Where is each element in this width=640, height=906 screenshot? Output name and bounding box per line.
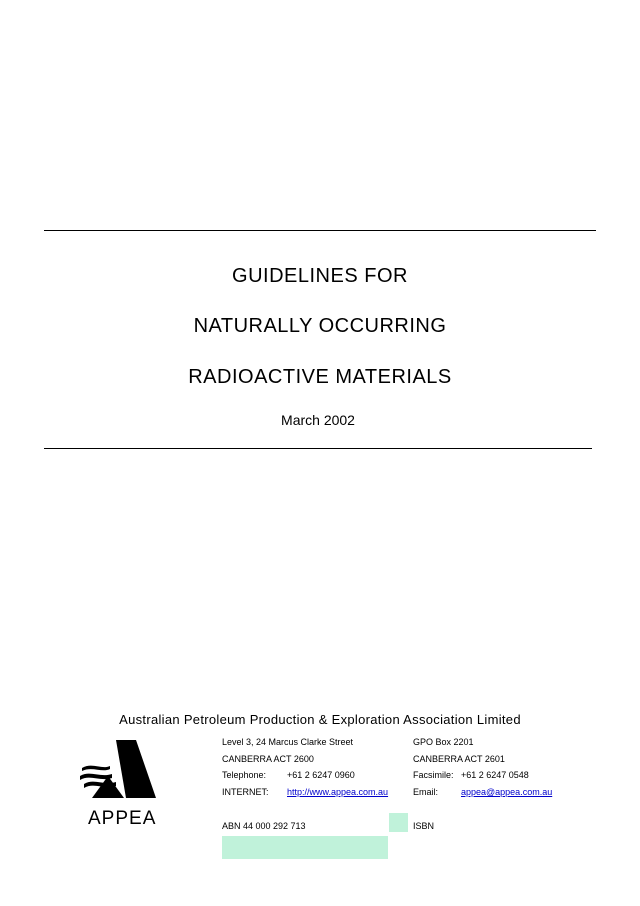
highlight-box-wide [222,836,388,859]
logo-text: APPEA [88,808,157,829]
facsimile-value: +61 2 6247 0548 [461,770,529,780]
internet-label: INTERNET: [222,787,269,797]
bottom-rule [44,448,592,449]
isbn-label: ISBN [413,821,435,831]
address-line-1: Level 3, 24 Marcus Clarke Street [222,737,354,747]
po-city: CANBERRA ACT 2601 [413,754,505,764]
telephone-label: Telephone: [222,770,267,780]
email-link[interactable]: appea@appea.com.au [461,787,553,797]
title-line-1: GUIDELINES FOR [232,265,408,287]
highlight-box-small [389,813,408,832]
publication-date: March 2002 [281,412,355,428]
facsimile-label: Facsimile: [413,770,454,780]
title-line-3: RADIOACTIVE MATERIALS [188,366,452,388]
title-line-2: NATURALLY OCCURRING [193,315,447,337]
abn-number: ABN 44 000 292 713 [222,821,306,831]
email-label: Email: [413,787,439,797]
website-link[interactable]: http://www.appea.com.au [287,787,389,797]
telephone-value: +61 2 6247 0960 [287,770,355,780]
top-rule [44,230,596,231]
address-line-2: CANBERRA ACT 2600 [222,754,314,764]
po-box: GPO Box 2201 [413,737,474,747]
organization-name: Australian Petroleum Production & Exploration Association Limited [119,712,521,727]
